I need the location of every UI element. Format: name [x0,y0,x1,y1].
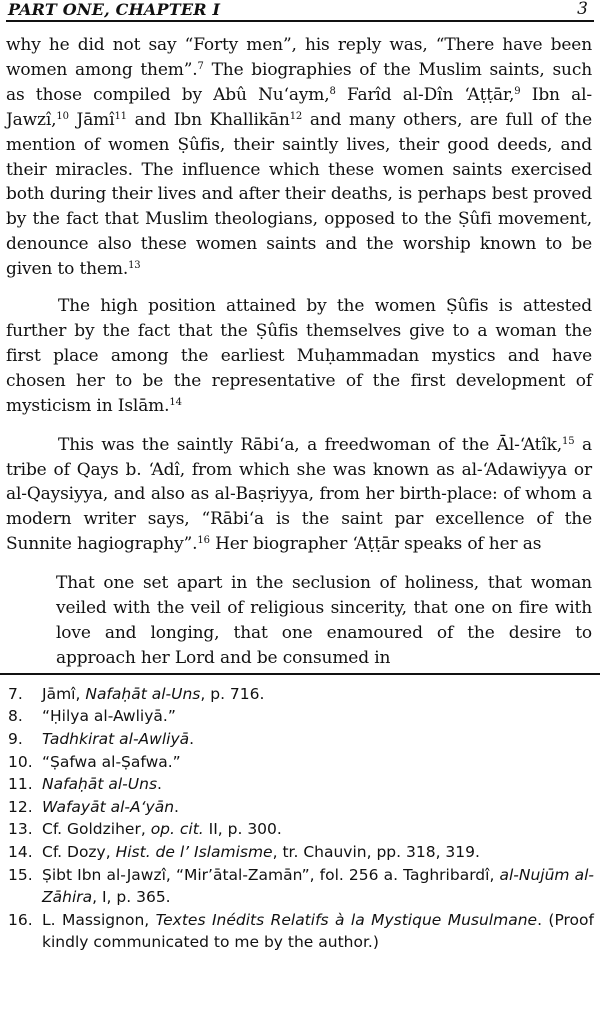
footnote-text: “Ṣafwa al-Ṣafwa.” [42,752,181,771]
footnote-ref[interactable]: 8 [329,85,336,97]
footnote-ref[interactable]: 9 [514,85,521,97]
footnote-text: Nafaḥāt al-Uns. [42,775,162,794]
footnote-text: Cf. Dozy, Hist. de l’ Islamisme, tr. Chauvin, pp. 318, 319. [42,842,480,861]
block-quote: That one set apart in the seclusion of holiness, that woman veiled with the veil of religious sincerity, that one on fire with love and longing, that one enamoured of the desire to approach her Lord and be consumed in [56,573,592,668]
text-run: and Ibn Khallikān [126,109,290,130]
footnote-number: 15. [8,865,33,884]
text-run: Her biographer ‘Aṭṭār speaks of her as [209,534,542,555]
footnote-number: 16. [8,910,33,929]
footnote-ref[interactable]: 16 [197,535,210,547]
footnote-item [8,683,594,706]
footnote-divider [0,673,600,675]
footnote-text: L. Massignon, Textes Inédits Relatifs à la Mystique Musulmane. (Proof kindly communicated to me by the author.) [42,910,594,952]
footnote-item [8,751,594,774]
footnote-number: 9. [8,729,23,748]
footnote-item [8,818,594,841]
footnote-item [8,773,594,796]
page-number: 3 [577,0,588,19]
footnote-text: Ṣibt Ibn al-Jawzî, “Mir’ātal-Zamān”, fol. 256 a. Taghribardî, al-Nujūm al-Zāhira, I, p. 365. [42,865,595,907]
running-title: PART ONE, CHAPTER I [8,0,221,19]
paragraph-2 [6,294,592,419]
footnote-text: Tadhkirat al-Awliyā. [42,729,195,748]
text-run: Jāmî [68,109,115,130]
footnote-number: 7. [8,684,23,703]
footnote-number: 8. [8,707,23,726]
footnote-item [8,728,594,751]
footnote-ref[interactable]: 14 [169,396,182,408]
footnote-text: Jāmî, Nafaḥāt al-Uns, p. 716. [42,684,265,703]
footnote-ref[interactable]: 15 [562,435,575,447]
text-run: Farîd al-Dîn ‘Aṭṭār, [335,84,515,105]
footnote-number: 14. [8,842,33,861]
footnote-number: 12. [8,797,33,816]
text-run: and many others, are full of the mention of women Ṣûfis, their saintly lives, their good deeds, and their miracles. The influence which these women saints exercised both during their lives and after their deaths, is perhaps best proved by the fact that Muslim theologians, opposed to the Ṣûfi movement, denounce also these women saints and the worship known to be given to them. [6,109,592,280]
running-header [6,0,594,22]
text-run: why he did not say “Forty men”, his reply was, “There have been women among them”. [6,35,592,80]
footnote-item [8,841,594,864]
footnote-ref[interactable]: 10 [56,110,69,122]
text-run: Ibn al-Jawzî, [6,84,592,130]
footnote-item [8,796,594,819]
footnote-item [8,864,594,909]
footnote-number: 13. [8,820,33,839]
footnotes-list [6,683,594,954]
paragraph-1 [6,33,592,282]
footnote-text: Wafayāt al-A‘yān. [42,797,179,816]
footnote-number: 10. [8,752,33,771]
footnote-ref[interactable]: 12 [289,110,303,122]
footnote-item [8,705,594,728]
text-run: The biographies of the Muslim saints, such as those compiled by Abû Nu‘aym, [6,59,593,105]
footnote-text: “Ḥilya al-Awliyā.” [42,707,176,726]
footnote-ref[interactable]: 13 [128,260,141,272]
footnote-text: Cf. Goldziher, op. cit. II, p. 300. [42,820,282,839]
footnote-ref[interactable]: 11 [114,110,127,122]
footnote-ref[interactable]: 7 [197,60,204,72]
text-run: The high position attained by the women Ṣûfis is attested further by the fact that the Ṣûfis themselves give to a woman the first place among the earliest Muḥammadan mystics and have chosen her to be the representative of the first development of mysticism in Islām. [6,296,592,416]
main-text [6,22,594,671]
paragraph-3 [6,433,592,558]
text-run: a tribe of Qays b. ‘Adî, from which she was known as al-‘Adawiyya or al-Qaysiyya, and also as al-Baṣriyya, from her birth-place: of whom a modern writer says, “Rābi‘a is the saint par excellence of the Sunnite hagiography”. [6,434,592,555]
footnote-item [8,909,594,954]
footnote-number: 11. [8,775,33,794]
text-run: This was the saintly Rābi‘a, a freedwoman of the Āl-‘Atîk, [58,434,563,455]
